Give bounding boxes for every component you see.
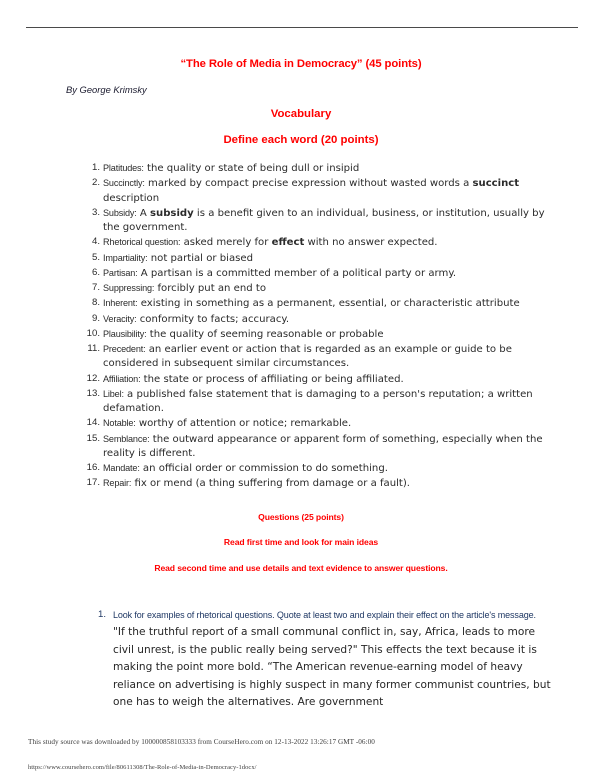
- vocabulary-definition: [180, 237, 437, 248]
- question-1-answer: "If the truthful report of a small communal conflict in, say, Africa, leads to more civil unrest, is the public really being served?" This effects the text because it is making the point more bold. “The American revenue-earning model of heavy reliance on advertising is highly suspect in many former communist countries, but one has to weigh the alternatives. Are government: [113, 625, 551, 709]
- vocabulary-term: Notable:: [103, 418, 136, 429]
- vocabulary-item: [0, 235, 602, 250]
- vocabulary-item: [0, 372, 602, 387]
- vocabulary-heading: Vocabulary: [270, 108, 332, 120]
- document-content: [0, 58, 602, 712]
- definition-text: with no answer expected.: [304, 237, 438, 249]
- vocabulary-item-number: 12.: [86, 372, 100, 384]
- definition-text: description: [103, 192, 160, 204]
- vocabulary-definition: [103, 344, 512, 369]
- vocabulary-item-number: 3.: [91, 206, 100, 218]
- definition-text: marked by compact precise expression without wasted words a: [144, 178, 473, 190]
- vocabulary-definition: [140, 374, 403, 385]
- question-1-prompt: Look for examples of rhetorical questions. Quote at least two and explain their effect on the article's message.: [113, 609, 536, 620]
- vocabulary-item: [0, 161, 602, 176]
- definition-text: forcibly put an end to: [154, 283, 267, 294]
- vocabulary-item-number: 7.: [91, 282, 100, 293]
- vocabulary-item: [0, 251, 602, 266]
- vocabulary-term: Veracity:: [103, 313, 137, 324]
- vocabulary-item-number: 9.: [91, 312, 100, 324]
- header-divider-rule: [26, 27, 578, 28]
- definition-bold-word: effect: [271, 237, 305, 249]
- definition-text: the quality of seeming reasonable or probable: [146, 328, 384, 340]
- vocabulary-item-number: 8.: [91, 297, 100, 309]
- vocabulary-list: [0, 161, 602, 492]
- vocabulary-item: [0, 176, 602, 206]
- vocabulary-term: Libel:: [103, 388, 124, 399]
- vocabulary-item: [0, 342, 602, 372]
- question-1-number: 1.: [97, 608, 106, 620]
- download-notice: This study source was downloaded by 100000858103333 from CourseHero.com on 12-13-2022 13:26:17 GMT -06:00: [28, 738, 375, 746]
- vocabulary-item: [0, 281, 602, 296]
- vocabulary-term: Mandate:: [103, 463, 140, 473]
- definition-text: the outward appearance or apparent form of something, especially when the reality is different.: [103, 433, 543, 459]
- definition-text: A: [136, 207, 151, 219]
- vocabulary-item: [0, 312, 602, 327]
- define-each-word-heading: Define each word (20 points): [223, 134, 379, 146]
- vocabulary-item-number: 1.: [91, 162, 100, 173]
- vocabulary-item-number: 10.: [86, 327, 100, 339]
- definition-text: fix or mend (a thing suffering from damage or a fault).: [131, 478, 411, 490]
- question-1-block: [0, 609, 602, 712]
- vocabulary-item: [0, 327, 602, 342]
- vocabulary-item: [0, 416, 602, 431]
- vocabulary-item: [0, 206, 602, 236]
- vocabulary-definition: [140, 463, 388, 474]
- vocabulary-item: [0, 461, 602, 476]
- read-second-instruction: Read second time and use details and text evidence to answer questions.: [154, 562, 448, 573]
- page-title: “The Role of Media in Democracy” (45 points): [180, 58, 422, 70]
- definition-text: A partisan is a committed member of a political party or army.: [137, 267, 457, 279]
- vocabulary-item: [0, 387, 602, 417]
- vocabulary-term: Subsidy:: [103, 207, 137, 218]
- vocabulary-item: [0, 266, 602, 281]
- definition-text: a published false statement that is damaging to a person's reputation; a written defamation.: [103, 388, 533, 414]
- vocabulary-definition: [103, 389, 533, 414]
- vocabulary-definition: [148, 253, 253, 264]
- vocabulary-item: [0, 476, 602, 491]
- vocabulary-item-number: 13.: [86, 387, 100, 399]
- definition-text: existing in something as a permanent, essential, or characteristic attribute: [137, 298, 520, 310]
- vocabulary-term: Repair:: [103, 478, 132, 489]
- vocabulary-item-number: 4.: [91, 236, 100, 248]
- vocabulary-definition: [147, 329, 384, 340]
- vocabulary-definition: [136, 418, 352, 429]
- vocabulary-definition: [138, 298, 520, 309]
- vocabulary-item-number: 2.: [91, 177, 100, 189]
- vocabulary-definition: [103, 208, 545, 233]
- source-url: https://www.coursehero.com/file/80611308/The-Role-of-Media-in-Democracy-1docx/: [28, 764, 257, 771]
- vocabulary-term: Partisan:: [103, 267, 138, 278]
- read-first-instruction: Read first time and look for main ideas: [223, 536, 379, 547]
- vocabulary-item-number: 5.: [91, 251, 100, 263]
- questions-section: [0, 512, 602, 573]
- vocabulary-item-number: 16.: [86, 462, 100, 473]
- definition-text: an earlier event or action that is regarded as an example or guide to be considered in subsequent similar circumstances.: [103, 344, 512, 370]
- vocabulary-term: Affiliation:: [103, 373, 141, 384]
- vocabulary-definition: [103, 434, 543, 459]
- vocabulary-term: Precedent:: [103, 344, 146, 354]
- definition-text: the quality or state of being dull or insipid: [143, 163, 360, 174]
- questions-heading: Questions (25 points): [258, 511, 344, 522]
- vocabulary-definition: [138, 268, 457, 279]
- definition-text: is a benefit given to an individual, business, or institution, usually by the government.: [103, 207, 545, 233]
- vocabulary-definition: [154, 283, 266, 294]
- vocabulary-term: Semblance:: [103, 433, 150, 444]
- vocabulary-definition: [144, 163, 359, 174]
- vocabulary-item: [0, 296, 602, 311]
- vocabulary-term: Platitudes:: [103, 163, 144, 173]
- vocabulary-item-number: 14.: [86, 417, 100, 429]
- vocabulary-term: Rhetorical question:: [103, 237, 181, 248]
- vocabulary-term: Suppressing:: [103, 283, 155, 293]
- vocabulary-item-number: 11.: [87, 343, 100, 354]
- author-byline: By George Krimsky: [66, 84, 147, 95]
- vocabulary-item-number: 6.: [91, 266, 100, 278]
- vocabulary-item-number: 15.: [86, 432, 100, 444]
- vocabulary-term: Plausibility:: [103, 328, 147, 339]
- definition-text: conformity to facts; accuracy.: [136, 313, 290, 325]
- vocabulary-term: Succinctly:: [103, 178, 145, 189]
- definition-text: asked merely for: [180, 237, 272, 249]
- definition-text: an official order or commission to do something.: [139, 463, 388, 474]
- vocabulary-definition: [137, 314, 290, 325]
- definition-text: worthy of attention or notice; remarkable.: [135, 418, 352, 430]
- vocabulary-definition: [131, 478, 410, 489]
- vocabulary-term: Inherent:: [103, 298, 138, 309]
- definition-text: not partial or biased: [147, 252, 254, 264]
- vocabulary-term: Impartiality:: [103, 252, 148, 263]
- definition-bold-word: succinct: [472, 178, 520, 190]
- vocabulary-item-number: 17.: [86, 477, 100, 489]
- vocabulary-item: [0, 432, 602, 462]
- definition-bold-word: subsidy: [150, 207, 194, 219]
- vocabulary-definition: [103, 178, 519, 203]
- definition-text: the state or process of affiliating or being affiliated.: [140, 373, 404, 385]
